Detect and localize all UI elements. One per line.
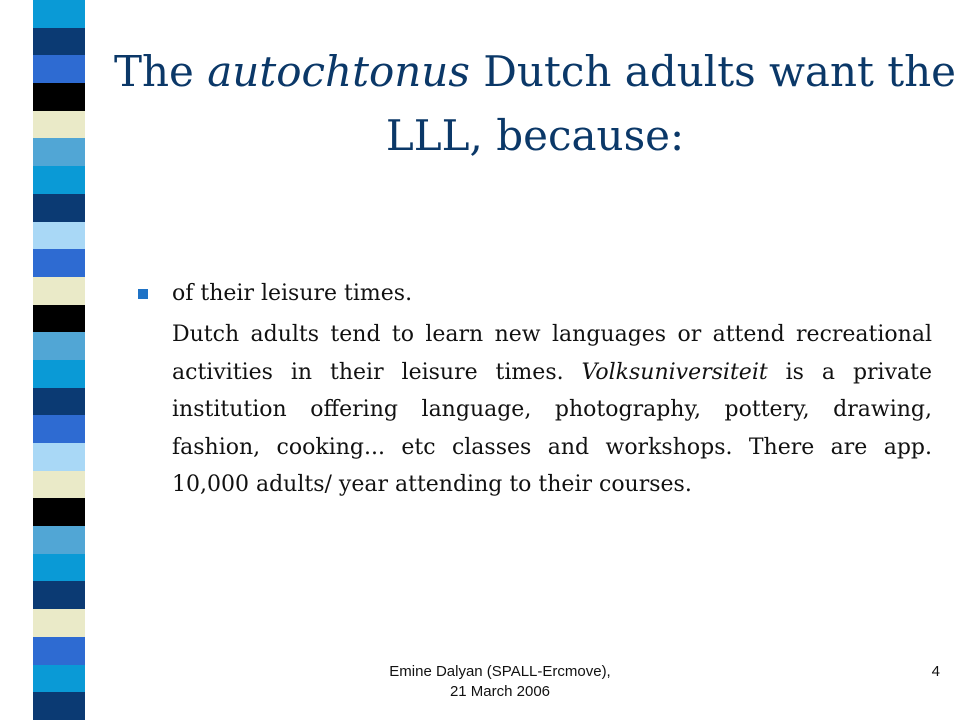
stripe-segment: [33, 305, 85, 333]
slide-title: [110, 40, 960, 168]
stripe-segment: [33, 471, 85, 499]
title-part2: Dutch adults want the LLL, because:: [385, 47, 957, 160]
stripe-segment: [33, 388, 85, 416]
stripe-segment: [33, 498, 85, 526]
bullet-text: of their leisure times.: [172, 281, 413, 306]
stripe-segment: [33, 360, 85, 388]
stripe-segment: [33, 111, 85, 139]
bullet-item: [132, 276, 932, 312]
paragraph-part2: is a private institution offering language, photography, pottery, drawing, fashion, cooking... etc classes and workshops. There are app. 10,000 adults/ year attending to their courses.: [172, 359, 932, 497]
stripe-segment: [33, 194, 85, 222]
decorative-stripe-bar: [33, 0, 85, 720]
slide-content: [132, 276, 932, 504]
title-part1: The: [113, 47, 208, 96]
body-paragraph: [132, 316, 932, 504]
stripe-segment: [33, 692, 85, 720]
stripe-segment: [33, 609, 85, 637]
stripe-segment: [33, 415, 85, 443]
stripe-segment: [33, 277, 85, 305]
stripe-segment: [33, 28, 85, 56]
paragraph-emphasis: Volksuniversiteit: [581, 359, 768, 385]
stripe-segment: [33, 138, 85, 166]
footer-line-1: Emine Dalyan (SPALL-Ercmove),: [389, 663, 611, 680]
paragraph-part1: Dutch adults tend to learn new languages or attend recreational activities in their leisure times.: [172, 322, 932, 385]
page-number: 4: [931, 663, 940, 680]
stripe-segment: [33, 526, 85, 554]
stripe-segment: [33, 166, 85, 194]
stripe-segment: [33, 637, 85, 665]
stripe-segment: [33, 222, 85, 250]
stripe-segment: [33, 665, 85, 693]
stripe-segment: [33, 554, 85, 582]
footer-author: [330, 662, 670, 702]
footer-line-2: 21 March 2006: [449, 683, 551, 700]
stripe-edge: [85, 0, 103, 720]
stripe-segment: [33, 249, 85, 277]
stripe-segment: [33, 443, 85, 471]
stripe-segment: [33, 581, 85, 609]
square-bullet-icon: [138, 289, 148, 299]
stripe-segment: [33, 83, 85, 111]
stripe-segment: [33, 55, 85, 83]
title-emphasis: autochtonus: [207, 47, 470, 96]
stripe-segment: [33, 332, 85, 360]
stripe-segment: [33, 0, 85, 28]
